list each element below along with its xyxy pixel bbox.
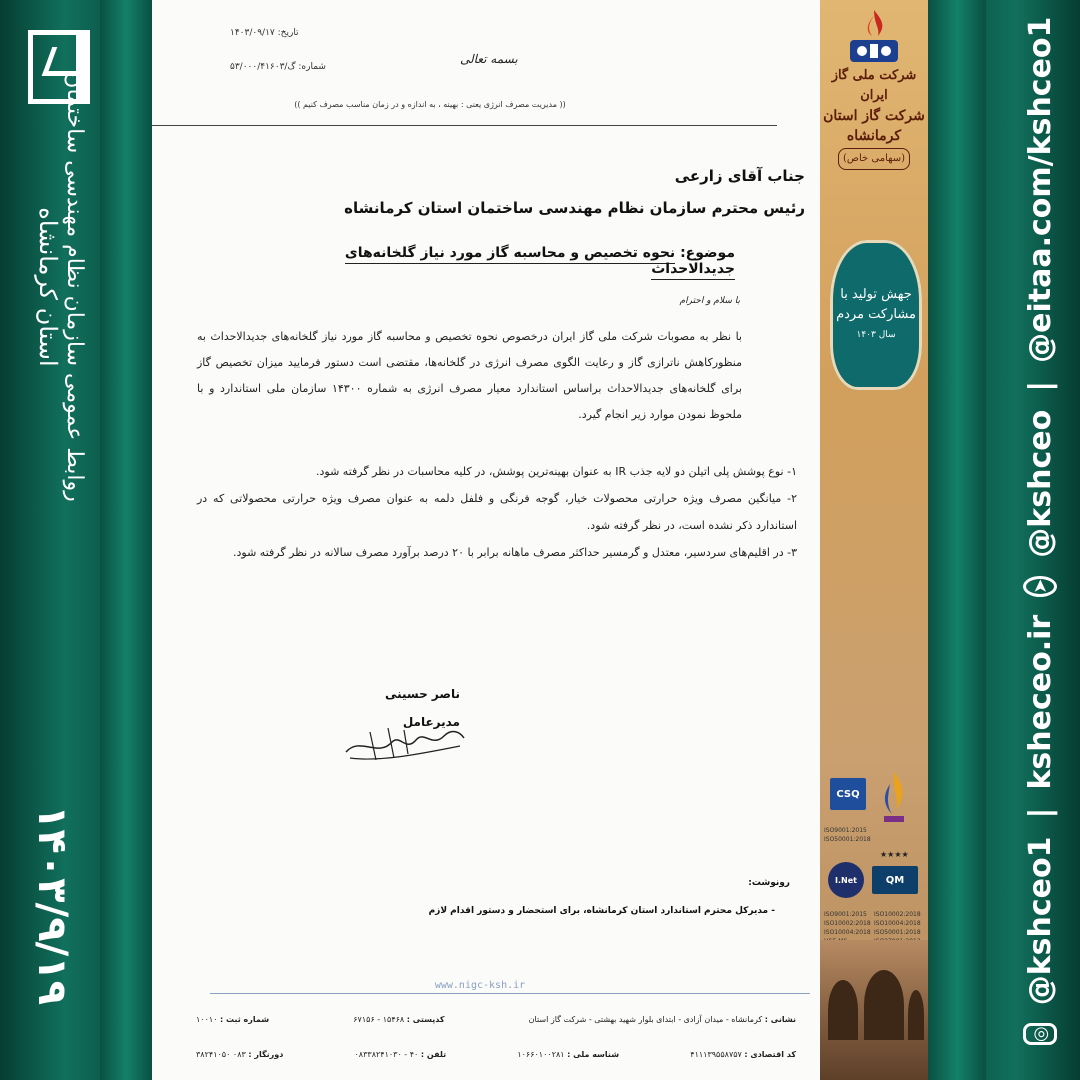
banner-line2: شرکت گاز استان کرمانشاه [823, 108, 925, 144]
letter-item-3: ۳- در اقلیم‌های سردسیر، معتدل و گرمسیر حداکثر مصرف ماهانه برابر با ۲۰ درصد برآورد مصرف سالانه در نظر گرفته شود. [233, 546, 797, 559]
gas-company-banner [820, 0, 928, 1080]
iso-item: ISO50001:2018 [874, 929, 921, 936]
date-value: ۱۴۰۳/۰۹/۱۷ [230, 28, 275, 38]
iso-gold-item: ISO50001:2018 [824, 836, 871, 843]
handwritten-signature [340, 712, 470, 772]
iso-gold-item: ISO9001:2015 [824, 827, 867, 834]
header-divider [152, 125, 777, 126]
left-vertical-title [33, 57, 87, 517]
reg-label: شماره ثبت : [220, 1015, 270, 1024]
addressee [300, 160, 805, 224]
iso-item: ISO10004:2018 [824, 929, 871, 936]
footer-econ [690, 1050, 796, 1059]
address-label: نشانی : [764, 1015, 796, 1024]
left-date: ۱۴۰۳/۹/۱۹ [29, 804, 75, 1006]
cc-label: رونوشت: [748, 878, 790, 888]
left-title-line1: روابط عمومی سازمان نظام مهندسی ساختمان [62, 72, 87, 502]
handle-instagram[interactable]: @kshceo1 [1022, 836, 1058, 1006]
footer-row-2 [196, 1050, 796, 1059]
footer-reg [196, 1015, 269, 1024]
letter-item-1: ۱- نوع پوشش پلی اتیلن دو لایه جذب IR به عنوان بهینه‌ترین پوشش، در کلیه محاسبات در نظر گرفته شود. [316, 465, 797, 478]
address-value: کرمانشاه - میدان آزادی - ابتدای بلوار شهید بهشتی - شرکت گاز استان [528, 1015, 763, 1024]
fax-value: ۰۸۳ ۳۸۲۴۱۰۵۰ [196, 1050, 246, 1059]
energy-motto: (( مدیریت مصرف انرژی یعنی : بهینه ، به اندازه و در زمان مناسب مصرف کنیم )) [294, 100, 566, 109]
signer-name: ناصر حسینی [384, 687, 460, 701]
addressee-title: رئیس محترم سازمان نظام مهندسی ساختمان استان کرمانشاه [344, 199, 805, 217]
banner-line3: (سهامی خاص) [838, 148, 910, 170]
handle-eitaa[interactable]: @eitaa.com/kshceo1 [1022, 16, 1058, 363]
national-label: شناسه ملی : [567, 1050, 620, 1059]
footer-address [529, 1015, 796, 1024]
letter-items [197, 458, 797, 566]
letter-number [230, 62, 326, 72]
emblem-year: سال ۱۴۰۳ [856, 330, 896, 340]
footer-divider [210, 993, 810, 994]
postal-label: کدپستی : [406, 1015, 445, 1024]
banner-line1: شرکت ملی گاز ایران [831, 68, 917, 103]
gas-company-logo-icon [842, 6, 906, 68]
phone-label: تلفن : [420, 1050, 447, 1059]
number-label: شماره: [298, 62, 326, 72]
separator: | [1022, 380, 1058, 392]
reg-value: ۱۰۰۱۰ [196, 1015, 218, 1024]
iso-item: ISO10002:2018 [824, 920, 871, 927]
footer-national [517, 1050, 619, 1059]
salutation: با سلام و احترام [679, 296, 740, 306]
econ-value: ۴۱۱۱۳۹۵۵۸۷۵۷ [690, 1050, 742, 1059]
inet-badge: I.Net [828, 862, 864, 898]
signer-title: مدیرعامل [402, 715, 460, 729]
stars-rating: ★★★★ [880, 850, 909, 859]
cave-photo [820, 940, 928, 1080]
emblem-text: جهش تولید با مشارکت مردم [836, 287, 916, 322]
social-handles [1010, 0, 1070, 1080]
letter-body: با نظر به مصوبات شرکت ملی گاز ایران درخصوص نحوه تخصیص و محاسبه گاز مورد نیاز گلخانه‌های جدیدالاحداث به منظورکاهش ناترازی گاز و رعایت الگوی مصرف انرژی در گلخانه‌ها، مقتضی است دستور فرمایید میزان تخصیص گاز برای گلخانه‌های جدیدالاحداث براساس استاندارد معیار مصرف انرژی به شماره ۱۴۳۰۰ سازمان ملی استاندارد و با ملحوظ نمودن موارد زیر انجام گیرد. [197, 330, 742, 421]
bismillah: بسمه تعالی [460, 52, 518, 66]
footer-row-1 [196, 1015, 796, 1024]
national-value: ۱۰۶۶۰۱۰۰۲۸۱ [517, 1050, 565, 1059]
fax-label: دورنگار : [248, 1050, 284, 1059]
handle-telegram[interactable]: @kshceo [1022, 409, 1058, 558]
banner-title [820, 66, 928, 170]
footer-website[interactable]: www.nigc-ksh.ir [390, 980, 570, 991]
left-stripe [100, 0, 152, 1080]
qm-badge: QM [872, 866, 918, 894]
number-value: گ/۵۳/۰۰۰/۴۱۶۰۳ [230, 62, 296, 72]
footer-phone [355, 1050, 447, 1059]
phone-value: ۴۰ - ۰۸۳۳۸۲۴۱۰۳۰ [354, 1050, 419, 1059]
separator: | [1022, 807, 1058, 819]
handle-website[interactable]: ksheceo.ir [1022, 614, 1058, 790]
handles-row [1015, 16, 1065, 1045]
right-stripe [928, 0, 986, 1080]
flame-award-icon [878, 770, 910, 830]
iso-gold-list [824, 826, 871, 844]
subject-label: موضوع: [680, 245, 735, 261]
letter-item-2: ۲- میانگین مصرف ویژه حرارتی محصولات خیار، گوجه فرنگی و فلفل دلمه به عنوان مصرف ویژه حرارتی محصولاتی که در استاندارد ذکر نشده است، در نظر گرفته شود. [197, 492, 797, 532]
left-title-line2: استان کرمانشاه [34, 207, 62, 367]
iso-item: ISO9001:2015 [824, 911, 867, 918]
footer-fax [196, 1050, 283, 1059]
instagram-icon: ◎ [1023, 1023, 1057, 1045]
postal-value: ۱۵۴۶۸ - ۶۷۱۵۶ [353, 1015, 405, 1024]
csq-badge: CSQ [830, 778, 866, 810]
subject [270, 245, 735, 277]
telegram-icon: ➤ [1023, 576, 1057, 597]
slogan-emblem [830, 240, 922, 390]
iso-item: ISO10004:2018 [874, 920, 921, 927]
letter-date [230, 28, 299, 38]
econ-label: کد اقتصادی : [744, 1050, 796, 1059]
footer-postal [353, 1015, 444, 1024]
iso-item: ISO10002:2018 [874, 911, 921, 918]
addressee-name: جناب آقای زارعی [674, 167, 805, 185]
subject-text: نحوه تخصیص و محاسبه گاز مورد نیاز گلخانه‌های جدیدالاحداث [345, 245, 735, 280]
cc-text: - مدیرکل محترم استاندارد استان کرمانشاه، برای استحضار و دستور اقدام لازم [428, 906, 775, 916]
date-label: تاریخ: [277, 28, 299, 38]
